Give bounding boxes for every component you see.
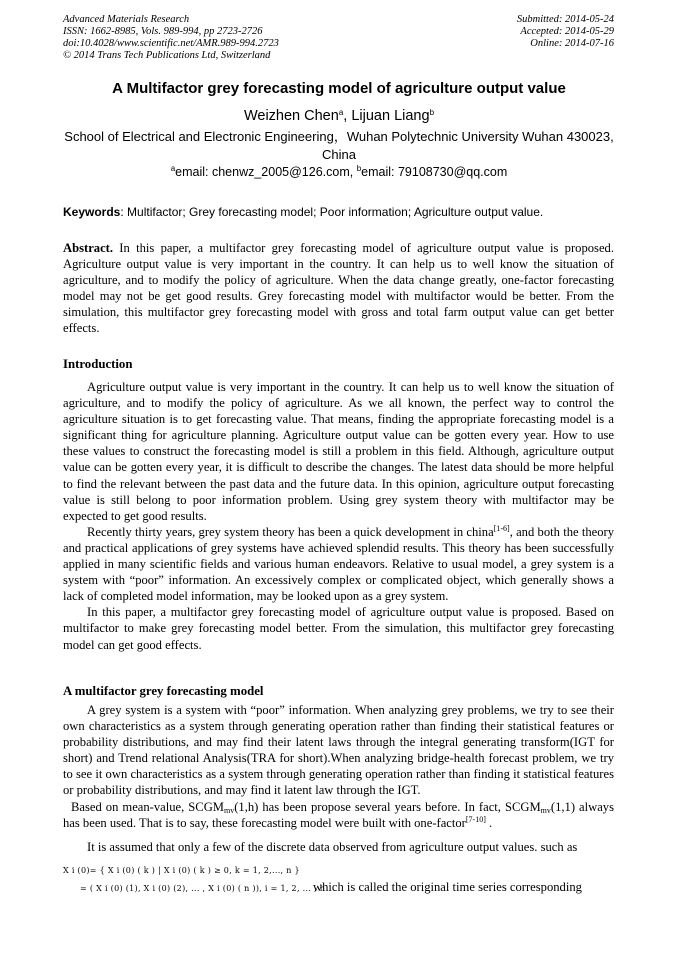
intro-paragraph-1: Agriculture output value is very important in the country. It can help us to well know the situation of agriculture, and to modify the policy of agriculture. As we all known, the perfect way to control the agriculture situation is to get forecasting value. That means, finding the appropriate forecasting model is a significant thing for agriculture planning. Agriculture output value can be gotten every year. How to use these values to construct the forecasting model is still a problem in this field. Although, agriculture output value can be gotten every year, it is difficult to describe the changes. The latest data should be more helpful to find the relevant between the past data and the future data. In this opinion, agriculture output forecasting value is still belong to poor information problem. Using grey system theory with multifactor may be expected to get good results. bbox=[63, 380, 614, 523]
formula-line-2: = ( X i (0) (1), X i (0) (2), ... , X i (0) ( n )), i = 1, 2, ... , h bbox=[80, 884, 326, 893]
author-separator: , bbox=[343, 108, 352, 124]
paper-title: A Multifactor grey forecasting model of agriculture output value bbox=[112, 80, 566, 97]
model-paragraph-3: It is assumed that only a few of the discrete data observed from agriculture output values. such as bbox=[87, 839, 578, 854]
intro-p2-start: Recently thirty years, grey system theory has been a quick development in china bbox=[87, 524, 494, 539]
keywords-text: Multifactor; Grey forecasting model; Poor information; Agriculture output value. bbox=[127, 205, 544, 219]
author-2: Lijuan Liang bbox=[351, 108, 430, 124]
author-1: Weizhen Chen bbox=[243, 108, 339, 124]
submitted-date: Submitted: 2014-05-24 bbox=[516, 14, 614, 25]
intro-paragraph-3: In this paper, a multifactor grey forecasting model of agriculture output value is proposed. Based on multifactor to make grey forecasting model better. From the simulation, this multifactor grey forecasting model can get good effects. bbox=[63, 605, 614, 652]
email-a: email: chenwz_2005@126.com, bbox=[175, 165, 357, 179]
introduction-body bbox=[63, 379, 614, 653]
author-1-mark: a bbox=[338, 108, 344, 117]
email-b-mark: b bbox=[356, 164, 362, 173]
model-body bbox=[63, 702, 614, 855]
intro-p2-end: , and both the theory and practical applications of grey systems have achieved splendid results. This theory has been successfully applied in many scientific fields and various human endeavors. Relative to usual model, a grey system is a system with “poor” information. An excessively complex or complicated object, which generally shows a lack of completed model information, may be looked upon as a grey system. bbox=[63, 524, 615, 604]
keywords-label: Keywords bbox=[63, 205, 121, 219]
keywords bbox=[63, 205, 543, 219]
abstract bbox=[63, 240, 614, 337]
journal-issn: ISSN: 1662-8985, Vols. 989-994, pp 2723-2726 bbox=[63, 26, 263, 37]
email-a-mark: a bbox=[170, 164, 176, 173]
journal-header bbox=[63, 14, 279, 62]
formula-line-1: X i (0)= { X i (0) ( k ) | X i (0) ( k ) ≥ 0, k = 1, 2,..., n } bbox=[63, 866, 300, 875]
journal-name: Advanced Materials Research bbox=[63, 14, 190, 25]
keywords-colon: : bbox=[120, 205, 128, 219]
author-line bbox=[0, 108, 678, 124]
email-b: email: 79108730@qq.com bbox=[361, 165, 508, 179]
abstract-label: Abstract. bbox=[63, 241, 114, 255]
introduction-heading: Introduction bbox=[63, 357, 133, 371]
journal-copyright: © 2014 Trans Tech Publications Ltd, Switzerland bbox=[63, 50, 271, 61]
online-date: Online: 2014-07-16 bbox=[530, 38, 614, 49]
model-p2-a: Based on mean-value, SCGM bbox=[71, 799, 224, 814]
formula-trailing-text: which is called the original time series corresponding bbox=[313, 880, 582, 894]
dates-header bbox=[517, 14, 614, 50]
citation-1-6: [1-6] bbox=[493, 523, 510, 533]
accepted-date: Accepted: 2014-05-29 bbox=[520, 26, 614, 37]
model-p2-c: (1,1) always has been used. That is to say, these forecasting model were built with one-factor bbox=[63, 799, 615, 830]
model-paragraph-1: A grey system is a system with “poor” information. When analyzing grey problems, we try to see their own characteristics as a system through generating operation rather than finding their statistical features or probability distributions, and may find their latent laws through the integral generating transform(IGT for short) and Trend relational Analysis(TRA for short).When analyzing bridge-health forecast problem, we try to see it own characteristics as a system through generating operation rather than finding it statistical features or probability distributions, and may find it latent law through the IGT. bbox=[63, 703, 614, 798]
journal-doi: doi:10.4028/www.scientific.net/AMR.989-994.2723 bbox=[63, 38, 279, 49]
model-p2-d: . bbox=[485, 815, 493, 830]
author-2-mark: b bbox=[429, 108, 435, 117]
citation-7-10: [7-10] bbox=[465, 814, 486, 824]
model-paragraph-2 bbox=[63, 799, 614, 831]
scgm-subscript-2: mv bbox=[540, 805, 551, 815]
model-p2-b: (1,h) has been propose several years before. In fact, SCGM bbox=[234, 799, 541, 814]
model-heading: A multifactor grey forecasting model bbox=[63, 684, 264, 698]
email-line bbox=[0, 165, 678, 179]
scgm-subscript-1: mv bbox=[224, 805, 235, 815]
abstract-text: In this paper, a multifactor grey forecasting model of agriculture output value is proposed. Agriculture output value is very important in the country. It can help us to well know the situation of agriculture, and to modify the policy of agriculture. When the data change greatly, one-factor forecasting model may not be get good results. Grey forecasting model with multifactor would be better. From the simulation, this multifactor grey forecasting model with gross and total farm output value can get better effects. bbox=[63, 241, 614, 336]
intro-paragraph-2 bbox=[63, 524, 614, 604]
affiliation: School of Electrical and Electronic Engineering，Wuhan Polytechnic University Wuhan 430023, China bbox=[64, 129, 614, 162]
